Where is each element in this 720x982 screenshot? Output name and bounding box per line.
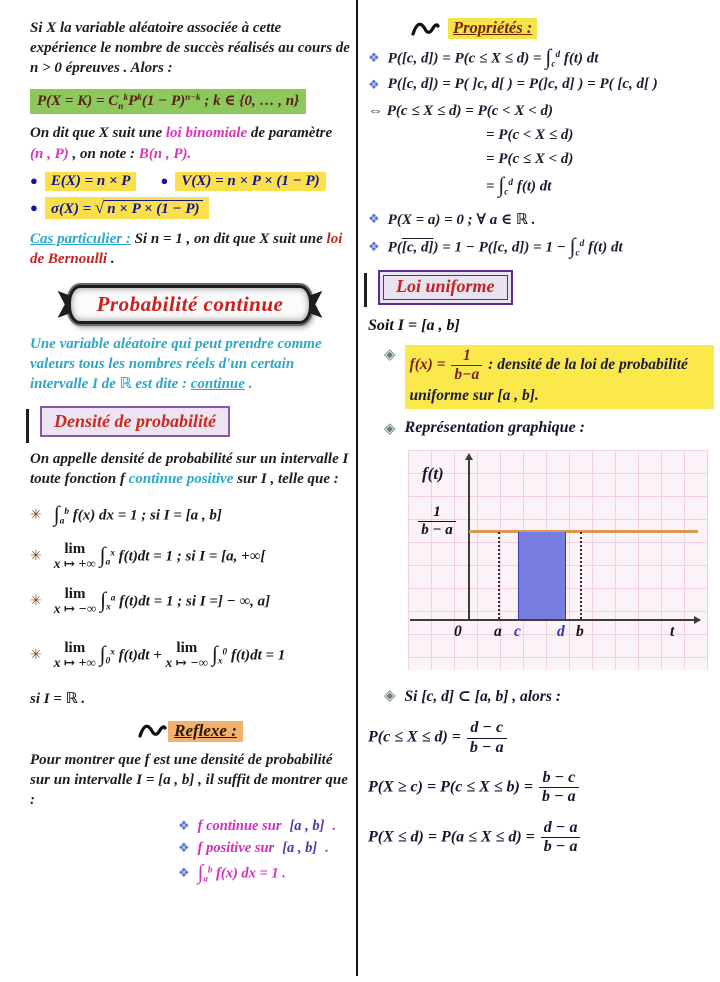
reflexe-heading-row <box>30 721 350 742</box>
uniform-law-heading-box: Loi uniforme <box>378 270 513 305</box>
level-fraction-label <box>410 504 464 540</box>
tick-d: d <box>557 623 565 641</box>
uniform-density-highlight <box>405 345 714 409</box>
uniform-probability-formula-3: P(X ≤ d) = P(a ≤ X ≤ d) = $\frac{d - a}{b - a}$ <box>368 819 714 857</box>
continuous-def-text: Une variable aléatoire qui peut prendre comme valeurs tous les nombres réels d'un certain intervalle I de ℝ est dite : <box>30 335 322 393</box>
uniform-probability-formula-2: P(X ≥ c) = P(c ≤ X ≤ b) = $\frac{b - c}{b - a}$ <box>368 769 714 807</box>
expectation-variance-row <box>30 172 350 191</box>
density-description: : densité de la loi de probabilité uniforme sur [a , b]. <box>409 356 688 404</box>
right-column <box>368 10 714 869</box>
item-text: f positive sur <box>197 839 275 856</box>
subset-condition-row <box>384 686 714 707</box>
condition-formula: $\int_a^b$ f(x) dx = 1 ; si I = [a , b] <box>53 502 222 527</box>
uniform-law-heading-row <box>368 270 714 305</box>
note-text: On dit que X suit une <box>30 125 166 142</box>
margin-tick <box>26 409 29 443</box>
equivalence-line-4 <box>486 175 714 197</box>
variance-item <box>160 172 325 191</box>
property-formula: P([c, d]) = 1 − P([c, $d]) = 1 - \int_c^d$ f(t) dt <box>387 233 623 259</box>
property-line-2 <box>368 76 714 93</box>
condition-formula: lim x ↦ +∞ $\int_a^x$ f(t)dt = 1 ; si I = [a, +∞[ <box>53 540 266 572</box>
margin-tick <box>364 273 367 307</box>
property-formula: P([c, $d]) = P(c \le X \le d) = \int_c^d$ f(t) dt <box>387 45 599 70</box>
density-def-text: On appelle densité de probabilité sur un intervalle I toute fonction f <box>30 451 349 488</box>
property-formula: P(X = a) = 0 ; ∀ a ∈ ℝ . <box>387 211 536 228</box>
star-bullet-icon: ✳ <box>30 594 42 610</box>
condition-formula: lim x ↦ +∞ $\int_0^x$ f(t)dt + lim x ↦ −∞ $\int_x^0$ f(t)dt = 1 <box>53 639 286 671</box>
density-condition-3 <box>30 587 350 617</box>
flower-bullet-icon: ❖ <box>178 864 190 880</box>
reflexe-checklist <box>178 818 350 883</box>
equivalence-formula: ⇔ P(c ≤ X ≤ d) = P(c < X < d) <box>368 103 553 120</box>
diamond-bullet-icon: ◈ <box>384 421 396 438</box>
density-formula: f(x) = $\frac{1}{b-a}$ <box>410 356 485 373</box>
binomial-note-paragraph <box>30 123 350 163</box>
tick-b: b <box>576 623 584 641</box>
sigma-item <box>30 197 350 219</box>
section-banner-wrap <box>30 285 350 324</box>
probabilite-continue-banner <box>68 285 313 324</box>
y-axis-label: f(t) <box>422 464 444 484</box>
y-axis <box>468 455 470 621</box>
banner-title: Probabilité continue <box>96 291 284 316</box>
density-condition-1 <box>30 504 350 526</box>
flower-bullet-icon: ❖ <box>368 239 380 255</box>
bullet-icon: ● <box>160 173 169 189</box>
density-heading-row <box>30 406 350 437</box>
star-bullet-icon: ✳ <box>30 508 42 524</box>
uniform-probability-formula-1: P(c ≤ X ≤ d) = $\frac{d - c}{b - a}$ <box>368 719 714 757</box>
flower-bullet-icon: ❖ <box>178 818 190 834</box>
condition-tail: si I = ℝ . <box>30 690 86 707</box>
density-condition-4 <box>30 641 350 671</box>
diamond-bullet-icon: ◈ <box>384 347 396 364</box>
tick-t: t <box>670 623 675 641</box>
dashed-line-b <box>580 532 582 619</box>
dashed-line-a <box>498 532 500 619</box>
reflexe-label: Reflexe : <box>168 721 243 742</box>
reflexe-item-continue <box>178 818 350 835</box>
probability-area-rect <box>518 532 566 619</box>
equivalence-formula: = P(c < X ≤ d) <box>486 127 574 144</box>
graph-section-label: Représentation graphique : <box>404 419 586 437</box>
bullet-icon: ● <box>30 199 38 215</box>
item-text: f continue sur <box>197 817 282 834</box>
star-bullet-icon: ✳ <box>30 549 42 565</box>
density-heading-box: Densité de probabilité <box>40 406 230 437</box>
flower-bullet-icon: ❖ <box>368 50 380 66</box>
special-case-text: . <box>107 250 115 267</box>
equivalence-line-2 <box>486 127 714 144</box>
diamond-bullet-icon: ◈ <box>384 688 396 705</box>
property-line-1 <box>368 47 714 69</box>
equivalence-formula: = P(c ≤ X < d) <box>486 151 574 168</box>
tick-a: a <box>494 623 502 641</box>
continue-term: continue <box>190 376 245 393</box>
parameter-term: (n , P) <box>30 145 69 162</box>
notation-term: B(n , P). <box>138 145 192 162</box>
flower-bullet-icon: ❖ <box>178 840 190 856</box>
bullet-icon: ● <box>30 173 38 189</box>
interval-text: [a , b] <box>289 817 325 834</box>
interval-text: [a , b] <box>282 839 318 856</box>
banner-left-curl-icon <box>58 291 71 318</box>
loi-binomiale-term: loi binomiale <box>165 125 248 142</box>
reflexe-paragraph: Pour montrer que f est une densité de probabilité sur un intervalle I = [a , b] , il suffit de montrer que : <box>30 751 348 808</box>
expectation-item <box>30 172 136 191</box>
continue-positive-term: continue positive <box>128 471 234 488</box>
binomial-formula: $P(X = K) = C_n^kP^k(1 - P)^{n-k}$ ; k ∈ {0, … , n} <box>30 89 306 114</box>
density-definition <box>30 449 350 489</box>
fraction-numerator: 1 <box>418 504 456 522</box>
property-formula: P([c, d]) = P( ]c, d[ ) = P(]c, d] ) = P( [c, d[ ) <box>387 76 658 93</box>
sigma-formula: σ(X) = √ n × P × (1 − P) <box>45 197 209 219</box>
property-line-3 <box>368 210 714 229</box>
note-text: , on note : <box>68 145 139 162</box>
squiggle-icon <box>137 721 167 741</box>
item-text: . <box>332 817 337 834</box>
special-case-text: Si n = 1 , on dit que X suit une <box>130 230 327 247</box>
continuous-def-text: . <box>244 376 253 393</box>
tick-0: 0 <box>454 623 462 641</box>
flower-bullet-icon: ❖ <box>368 76 380 92</box>
squiggle-icon <box>410 19 440 39</box>
density-level-line <box>469 530 698 533</box>
equivalence-line-1 <box>368 103 714 120</box>
equivalence-formula: = $\int_c^d$ f(t) dt <box>486 173 552 198</box>
equivalence-line-3 <box>486 151 714 168</box>
binomial-intro-paragraph: Si X la variable aléatoire associée à cette expérience le nombre de succès réalisés au cours de n > 0 épreuves . Alors : <box>30 20 350 77</box>
graph-section-row <box>384 419 714 440</box>
reflexe-item-positive <box>178 840 350 857</box>
tick-c: c <box>514 623 521 641</box>
properties-label: Propriétés : <box>448 18 537 39</box>
star-bullet-icon: ✳ <box>30 648 42 664</box>
item-text: . <box>325 839 329 856</box>
banner-right-curl-icon <box>309 291 322 318</box>
condition-formula: lim x ↦ −∞ $\int_x^a$ f(t)dt = 1 ; si I =] − ∞, a] <box>53 585 271 617</box>
subset-condition-text: Si [c, d] ⊂ [a, b] , alors : <box>404 688 561 706</box>
variance-formula: V(X) = n × P × (1 − P) <box>175 172 325 191</box>
item-formula: $\int_a^b$ f(x) dx = 1 . <box>197 859 286 884</box>
bernoulli-term: loi de Bernoulli <box>30 230 343 267</box>
density-def-text: sur I , telle que : <box>233 471 339 488</box>
soit-line: Soit I = [a , b] <box>368 317 460 335</box>
uniform-density-row <box>384 345 714 409</box>
flower-bullet-icon: ❖ <box>368 211 380 227</box>
fraction-denominator: b − a <box>421 522 453 539</box>
density-condition-2 <box>30 542 350 572</box>
column-divider <box>356 0 358 976</box>
special-case-paragraph <box>30 229 350 269</box>
left-column <box>30 18 350 888</box>
properties-heading-row <box>410 18 714 39</box>
reflexe-item-integral <box>178 859 350 884</box>
uniform-law-graph <box>408 450 708 670</box>
special-case-label: Cas particulier : <box>30 230 131 247</box>
x-axis <box>410 619 700 621</box>
note-text: de paramètre <box>247 125 333 142</box>
continuous-definition <box>30 334 350 394</box>
expectation-formula: E(X) = n × P <box>45 172 137 191</box>
property-line-4 <box>368 233 714 259</box>
